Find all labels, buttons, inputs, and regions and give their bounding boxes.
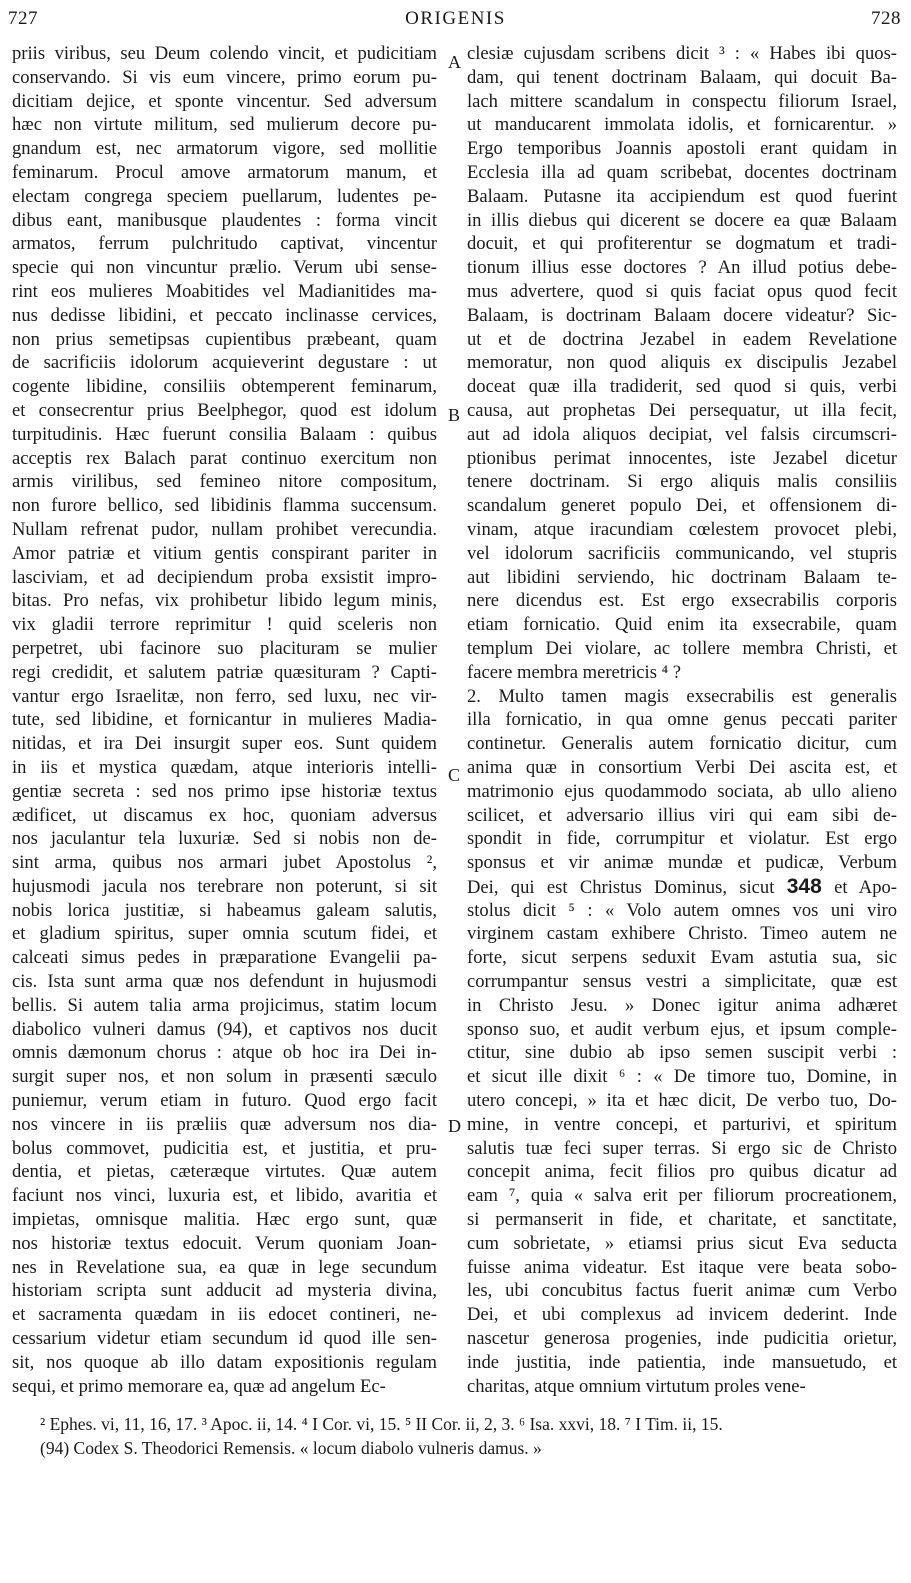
left-text-line: acceptis rex Balach parat continuo exercitum non: [12, 447, 437, 469]
margin-letter-b: B: [448, 405, 461, 425]
right-text-line: matrimonio ejus quodammodo sociata, ab ullo alieno: [467, 780, 897, 802]
right-text-line: Dei, et ubi complexus ad invicem dederint. Inde: [467, 1304, 897, 1326]
right-text-line: aut libidini serviendo, hic doctrinam Balaam te-: [467, 566, 897, 588]
right-text-line: in Christo Jesu. » Donec igitur anima adhæret: [467, 994, 897, 1016]
right-text-line: spondit in fide, corrumpitur et violatur. Est ergo: [467, 828, 897, 850]
right-text-line: ptionibus perimat innocentes, iste Jezabel dicetur: [467, 447, 897, 469]
right-text-line: vel idolorum sacrificiis communicando, vel stupris: [467, 542, 897, 564]
right-text-line: fuisse anima videatur. Est itaque vere beata sobo-: [467, 1256, 897, 1278]
left-text-line: Nullam refrenat pudor, nullam prohibet verecundia.: [12, 518, 437, 540]
running-title: ORIGENIS: [405, 8, 506, 29]
right-text-line: docuit, et qui profiterentur se dogmatum et tradi-: [467, 233, 897, 255]
left-text-line: bellis. Si autem talia arma projicimus, statim locum: [12, 994, 437, 1016]
right-text-line: scilicet, et adversario illius viri qui eam sibi de-: [467, 804, 897, 826]
right-text-line: et sicut ille dixit ⁶ : « De timore tuo, Domine, in: [467, 1066, 897, 1088]
right-text-line: ut manducarent immolata idolis, et fornicarentur. »: [467, 114, 897, 136]
left-column: [12, 42, 437, 1398]
right-text-line: 2. Multo tamen magis exsecrabilis est generalis: [467, 685, 897, 707]
right-text-line: inde justitia, inde patientia, inde mansuetudo, et: [467, 1351, 897, 1373]
right-text-line: [467, 875, 897, 899]
right-text-line: si permanserit in fide, et charitate, et sanctitate,: [467, 1209, 897, 1231]
right-text-line: continetur. Generalis autem fornicatio dicitur, cum: [467, 733, 897, 755]
column-number-marker: 348: [786, 874, 822, 898]
right-text-line: ctitur, sine dubio ab ipso semen suscipit verbi :: [467, 1042, 897, 1064]
left-text-line: cis. Ista sunt arma quæ nos defendunt in hujusmodi: [12, 971, 437, 993]
left-text-line: gentiæ secreta : sed nos primo ipse historiæ textus: [12, 780, 437, 802]
left-text-line: et sacramenta quædam in iis edocet contineri, ne-: [12, 1304, 437, 1326]
footnote-variant: (94) Codex S. Theodorici Remensis. « locum diabolo vulneris damus. »: [40, 1438, 542, 1458]
left-text-line: armatos, ferrum pulchritudo captivat, vincentur: [12, 233, 437, 255]
footnotes: [40, 1412, 900, 1460]
footnote-references: ² Ephes. vi, 11, 16, 17. ³ Apoc. ii, 14. ⁴ I Cor. vi, 15. ⁵ II Cor. ii, 2, 3. ⁶ Isa. xxvi, 18. ⁷ I Tim. ii, 15.: [40, 1414, 723, 1434]
left-text-line: tute, sed libidine, et fornicantur in mulieres Madia-: [12, 709, 437, 731]
right-text-line: Balaam. Putasne ita accipiendum est quod fuerint: [467, 185, 897, 207]
right-text-line: virginem castam exhibere Christo. Timeo autem ne: [467, 923, 897, 945]
right-text-line: cum sobrietate, » etiamsi prius sicut Eva seducta: [467, 1232, 897, 1254]
left-text-line: historiam scripta sunt adducit ad mysteria divina,: [12, 1280, 437, 1302]
page-number-left: 727: [8, 8, 38, 29]
left-text-line: in iis et mystica quædam, atque interioris intelli-: [12, 756, 437, 778]
left-text-line: sint arma, quibus nos armari jubet Apostolus ²,: [12, 852, 437, 874]
left-text-line: nos vincere in iis præliis quæ adversum nos dia-: [12, 1113, 437, 1135]
page-number-right: 728: [871, 8, 901, 29]
right-text-line: nascetur generosa progenies, inde pudicitia orietur,: [467, 1328, 897, 1350]
right-text-line: clesiæ cujusdam scribens dicit ³ : « Habes ibi quos-: [467, 43, 897, 64]
left-text-line: bolus commovet, pudicitia est, et justitia, et pru-: [12, 1137, 437, 1159]
left-text-line: faciunt nos vinci, luxuria est, et libido, avaritia et: [12, 1185, 437, 1207]
left-text-line: specie qui non vincuntur prælio. Verum ubi sense-: [12, 257, 437, 279]
right-text-line: Balaam, is doctrinam Balaam docere videatur? Sic-: [467, 304, 897, 326]
left-text-line: sit, nos quoque ab illo datam expositionis regulam: [12, 1351, 437, 1373]
right-text-line: illa fornicatio, in qua omne genus peccati pariter: [467, 709, 897, 731]
left-text-line: Amor patriæ et vitium gentis conspirant pariter in: [12, 542, 437, 564]
right-text-line: Ergo temporibus Joannis apostoli erant quidam in: [467, 138, 897, 160]
left-text-line: non furore bellico, sed libidinis flamma succensum.: [12, 495, 437, 517]
right-text-line: Ecclesia illa ad quam scribebat, docentes doctrinam: [467, 161, 897, 183]
right-text-line: dam, qui tenent doctrinam Balaam, qui docuit Ba-: [467, 66, 897, 88]
left-text-line: calceati simus pedes in præparatione Evangelii pa-: [12, 947, 437, 969]
left-text-line: diabolico vulneri damus (94), et captivos nos ducit: [12, 1018, 437, 1040]
left-text-line: omnis dæmonum chorus : atque ob hoc ira Dei in-: [12, 1042, 437, 1064]
left-text-line: nitidas, et ira Dei insurgit super eos. Sunt quidem: [12, 733, 437, 755]
left-text-line: ædificet, ut discamus ex hoc, quoniam adversus: [12, 804, 437, 826]
left-text-line: et consecrentur prius Beelphegor, quod est idolum: [12, 399, 437, 421]
left-text-line: bitas. Pro nefas, vix prohibetur libido legum minis,: [12, 590, 437, 612]
right-text-line: causa, aut prophetas Dei persequatur, ut illa fecit,: [467, 399, 897, 421]
right-text-line: sponsus et vir animæ mundæ et pudicæ, Verbum: [467, 852, 897, 874]
left-text-line: conservando. Si vis eum vincere, primo eorum pu-: [12, 66, 437, 88]
right-text-line: charitas, atque omnium virtutum proles vene-: [467, 1375, 806, 1397]
right-text-line: in illis diebus qui dicerent se docere ea quæ Balaam: [467, 209, 897, 231]
left-text-line: nos jaculantur tela luxuriæ. Sed si nobis non de-: [12, 828, 437, 850]
right-text-line: concepit anima, fecit filios pro quibus dicatur ad: [467, 1161, 897, 1183]
left-text-line: vantur ergo Israelitæ, non ferro, sed luxu, nec vir-: [12, 685, 437, 707]
left-text-line: de sacrificiis idolorum acquieverint degustare : ut: [12, 352, 437, 374]
left-text-line: gnandum est, nec armatorum vigore, sed mollitie: [12, 138, 437, 160]
right-column: [467, 42, 897, 1398]
right-text-line: forte, sicut serpens seduxit Evam astutia sua, sic: [467, 947, 897, 969]
left-text-line: dibus eant, manibusque plaudentes : forma vincit: [12, 209, 437, 231]
right-text-line: mine, in ventre concepi, et parturivi, et spiritum: [467, 1113, 897, 1135]
left-text-line: nus dedisse libidini, et peccato inclinasse cervices,: [12, 304, 437, 326]
right-text-line: doceat quæ illa tradiderit, sed quod si quis, verbi: [467, 376, 897, 398]
right-text-line: corrumpantur sensus vestri a simplicitate, quæ est: [467, 971, 897, 993]
left-text-line: et gladium spiritus, super omnia scutum fidei, et: [12, 923, 437, 945]
right-text-line: memoratur, non quod aliquis ex discipulis Jezabel: [467, 352, 897, 374]
left-text-line: lasciviam, et ad decipiendum proba exsistit impro-: [12, 566, 437, 588]
left-text-line: cessarium videtur etiam secundum id quod ille sen-: [12, 1328, 437, 1350]
left-text-line: vix gladii terrore reprimitur ! quid sceleris non: [12, 614, 437, 636]
right-text-line: vinam, atque iracundiam cœlestem provocet plebi,: [467, 518, 897, 540]
right-text-line: utero concepi, » ita et hæc dicit, De verbo tuo, Do-: [467, 1090, 897, 1112]
right-text-line: ut et de doctrina Jezabel in eadem Revelatione: [467, 328, 897, 350]
margin-letter-a: A: [448, 52, 461, 72]
right-text-line: anima quæ in consortium Verbi Dei ascita est, et: [467, 756, 897, 778]
right-text-line: les, ubi concubitus factus fuerit animæ cum Verbo: [467, 1280, 897, 1302]
left-text-line: hæc non virtute militum, sed mulierum decore pu-: [12, 114, 437, 136]
left-text-line: perpetret, ubi facinore suo placituram se mulier: [12, 637, 437, 659]
left-text-line: armis virilibus, sed femineo nitore compositum,: [12, 471, 437, 493]
right-text-line: salutis tuæ feci super terras. Si ergo sic de Christo: [467, 1137, 897, 1159]
right-text-line: eam ⁷, quia « salva erit per filiorum procreationem,: [467, 1185, 897, 1207]
right-text-line: templum Dei violare, ac tollere membra Christi, et: [467, 637, 897, 659]
left-text-line: regi credidit, et salutem patriæ quæsituram ? Capti-: [12, 661, 437, 683]
right-text-line: etiam fornicatio. Quid enim ita exsecrabile, quam: [467, 614, 897, 636]
left-text-line: turpitudinis. Hæc fuerunt consilia Balaam : quibus: [12, 423, 437, 445]
left-text-line: nobis lorica justitiæ, si habeamus galeam salutis,: [12, 899, 437, 921]
right-text-line: facere membra meretricis ⁴ ?: [467, 661, 681, 683]
right-text-line: mus advertere, quod si quis faciat opus quod fecit: [467, 280, 897, 302]
text-fragment: Dei, qui est Christus Dominus, sicut: [467, 876, 775, 898]
left-text-line: hujusmodi jacula nos terebrare non poterunt, si sit: [12, 875, 437, 897]
right-text-line: lach mittere scandalum in conspectu filiorum Israel,: [467, 90, 897, 112]
text-fragment: et Apo-: [834, 876, 897, 898]
left-text-line: rint eos mulieres Moabitides vel Madianitides ma-: [12, 280, 437, 302]
right-text-line: tenere doctrinam. Si ergo aliquis malis consiliis: [467, 471, 897, 493]
left-text-line: puniemur, verum etiam in futuro. Quod ergo facit: [12, 1090, 437, 1112]
left-text-line: nes in Revelatione sua, ea quæ in lege secundum: [12, 1256, 437, 1278]
right-text-line: stolus dicit ⁵ : « Volo autem omnes vos uni viro: [467, 899, 897, 921]
left-text-line: dentia, et pietas, cæteræque virtutes. Quæ autem: [12, 1161, 437, 1183]
right-text-line: aut ad idola aliquos decipiat, vel falsis circumscri-: [467, 423, 897, 445]
left-text-line: dicitiam dejice, et sponte vincentur. Sed adversum: [12, 90, 437, 112]
left-text-line: sequi, et primo memorare ea, quæ ad angelum Ec-: [12, 1375, 386, 1397]
right-text-line: sponso suo, et audit verbum ejus, et ipsum comple-: [467, 1018, 897, 1040]
left-text-line: feminarum. Procul amove armatorum manum, et: [12, 161, 437, 183]
margin-letter-d: D: [448, 1116, 461, 1136]
right-text-line: scandalum generet populo Dei, et offensionem di-: [467, 495, 897, 517]
left-text-line: non prius semetipsas cupientibus præbeant, quam: [12, 328, 437, 350]
left-text-line: cogente libidine, consiliis obtemperent feminarum,: [12, 376, 437, 398]
left-text-line: electam congrega speciem puellarum, ludentes pe-: [12, 185, 437, 207]
left-text-line: nos historiæ textus edocuit. Verum quoniam Joan-: [12, 1232, 437, 1254]
left-text-line: impietas, omnisque malitia. Hæc ergo sunt, quæ: [12, 1209, 437, 1231]
margin-letter-c: C: [448, 765, 461, 785]
right-text-line: nere dicendus est. Est ergo exsecrabilis corporis: [467, 590, 897, 612]
left-text-line: surgit super nos, et non solum in præsenti sæculo: [12, 1066, 437, 1088]
right-text-line: tionum illius esse doctores ? An illud potius debe-: [467, 257, 897, 279]
left-text-line: priis viribus, seu Deum colendo vincit, et pudicitiam: [12, 43, 437, 64]
